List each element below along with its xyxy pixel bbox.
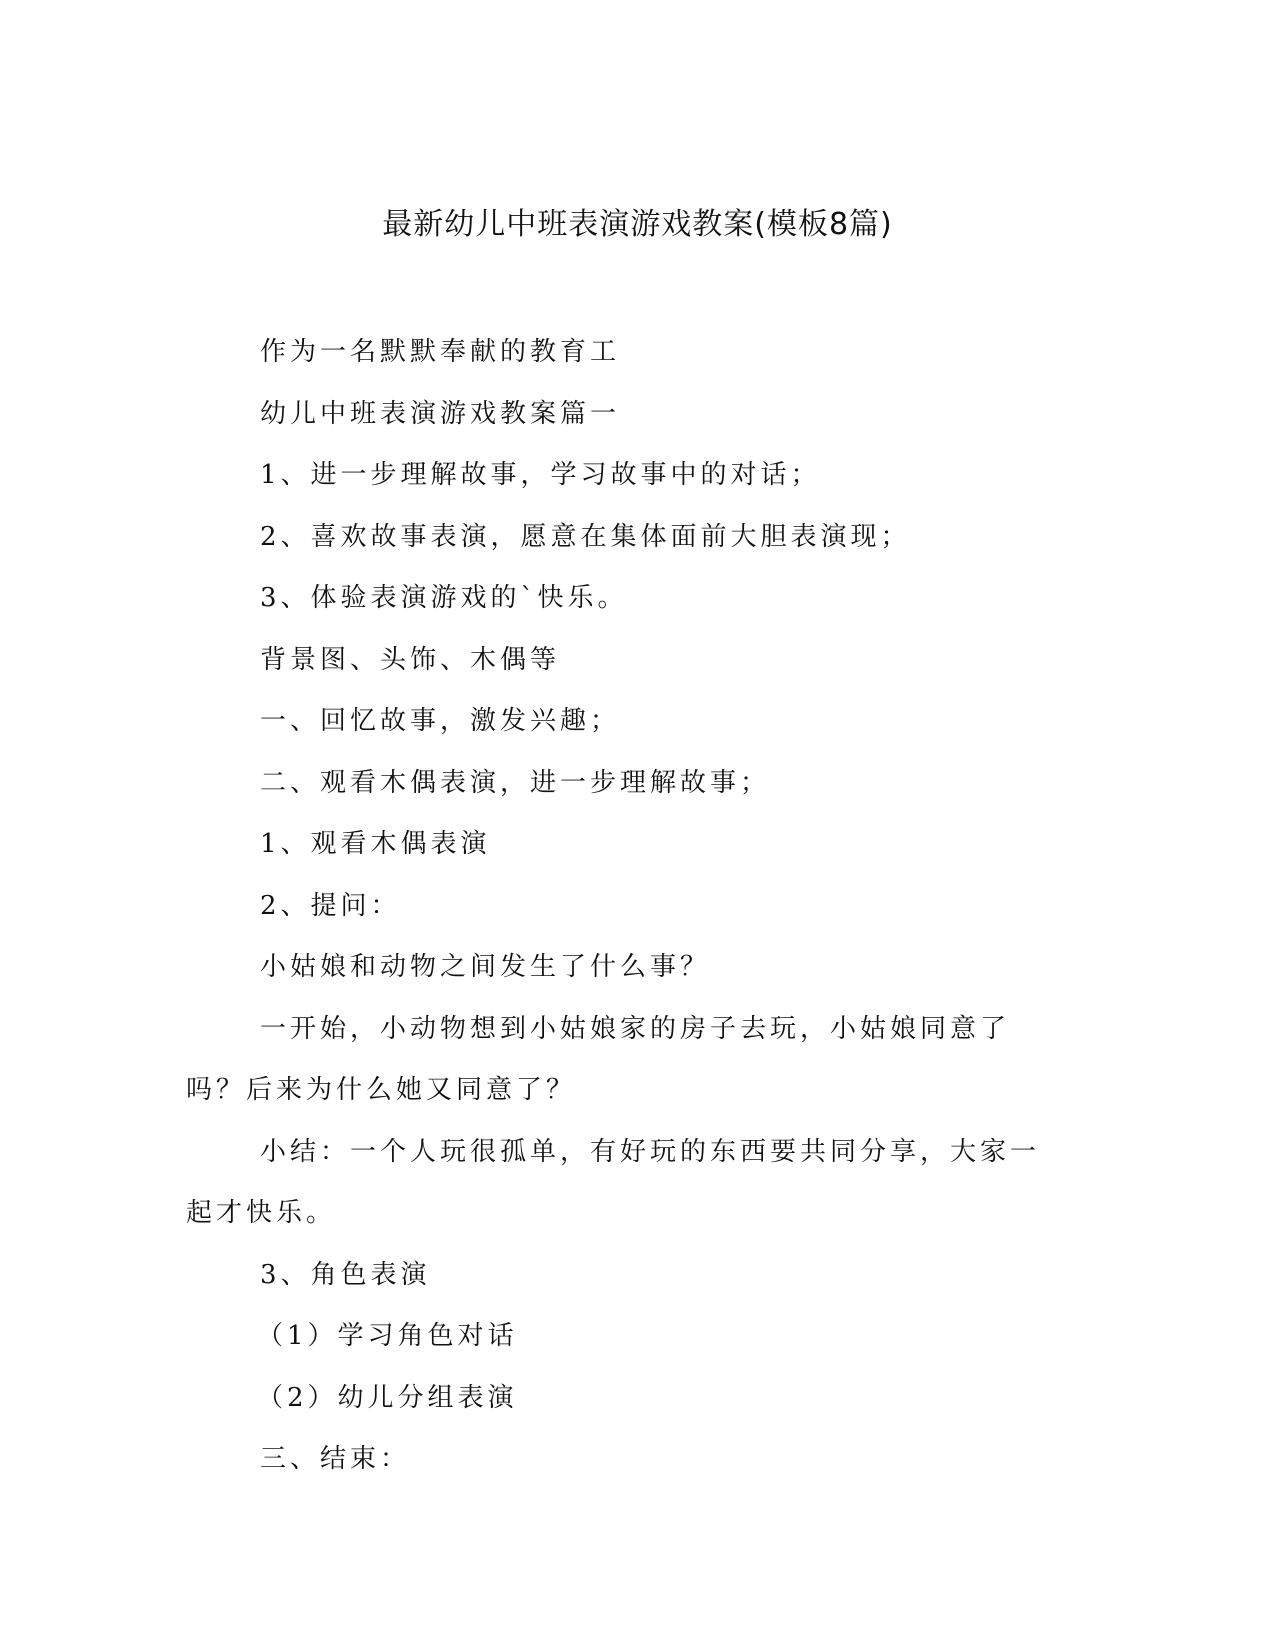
section-heading: 幼儿中班表演游戏教案篇一 [260,398,621,429]
list-item: 三、结束： [260,1444,411,1474]
list-item: （2）幼儿分组表演 [257,1382,518,1413]
list-item: 3、角色表演 [260,1259,431,1290]
document-title: 最新幼儿中班表演游戏教案(模板8篇) [382,207,893,242]
list-item: 3、体验表演游戏的`快乐。 [260,583,628,613]
paragraph: 小姑娘和动物之间发生了什么事？ [260,952,711,982]
document-body [186,322,1066,1491]
list-item: （1）学习角色对话 [257,1321,518,1351]
list-item: 二、观看木偶表演，进一步理解故事； [260,767,771,798]
paragraph: 作为一名默默奉献的教育工 [260,337,621,367]
paragraph: 小结：一个人玩很孤单，有好玩的东西要共同分享，大家一起才快乐。 [186,1136,1041,1228]
list-item: 2、提问： [260,890,401,921]
list-item: 一、回忆故事，激发兴趣； [260,706,621,736]
list-item: 2、喜欢故事表演，愿意在集体面前大胆表演现； [260,521,911,552]
paragraph: 一开始，小动物想到小姑娘家的房子去玩，小姑娘同意了吗？后来为什么她又同意了？ [186,1013,1011,1105]
list-item: 1、进一步理解故事，学习故事中的对话； [260,460,821,490]
paragraph: 背景图、头饰、木偶等 [260,644,561,675]
list-item: 1、观看木偶表演 [260,829,491,859]
